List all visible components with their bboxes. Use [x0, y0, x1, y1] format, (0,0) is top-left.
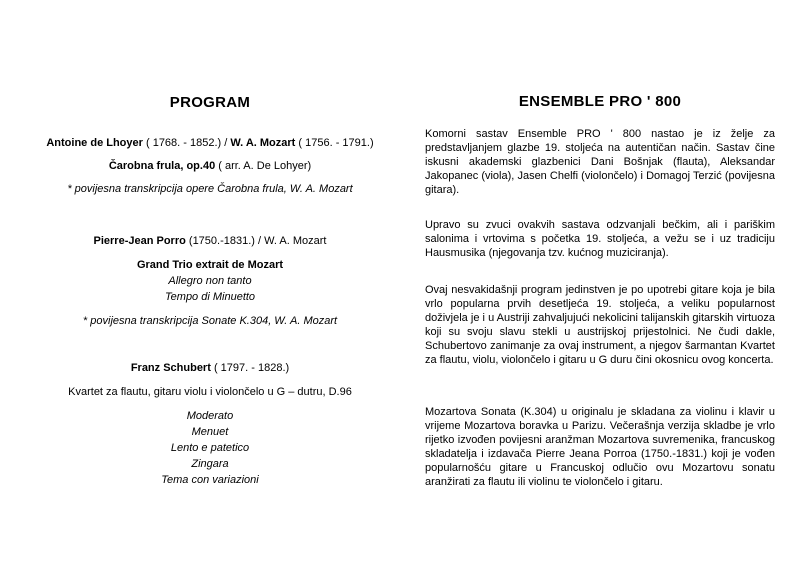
piece-3-composer-1: Franz Schubert [130, 362, 211, 374]
piece-2-movement: Tempo di Minuetto [164, 291, 256, 303]
piece-2-dates-1: (1750.-1831.) / W. A. Mozart [185, 235, 327, 247]
piece-3-work: Kvartet za flautu, gitaru violu i violončelo u G – dutru, D.96 [68, 386, 352, 398]
ensemble-paragraph-2: Upravo su zvuci ovakvih sastava odzvanjali bečkim, ali i pariškim salonima i vrtovima s početka 19. stoljeća, a vežu se i uz tradiciju Hausmusika (njegovanja tzv. kućnog muziciranja). [425, 219, 775, 259]
piece-1-work-line [30, 158, 390, 174]
piece-3-movement: Moderato [186, 410, 234, 422]
program-piece-3 [30, 360, 390, 488]
piece-2-composer-1: Pierre-Jean Porro [93, 235, 186, 247]
ensemble-paragraph-3: Ovaj nesvakidašnji program jedinstven je po upotrebi gitare koja je bila vrlo popularna prvih desetljeća 19. stoljeća, a veliku popularnost doživjela je i u Austriji zahvaljujući nekolicini talijanskih gitarskih virtuoza koji su svoju slavu stekli u austrijskoj prijestolnici. Ne čudi dakle, Schubertovo zanimanje za ovaj instrument, a njegov šarmantan Kvartet za flautu, violu, violončelo i gitaru u G duru čini okosnicu ovog koncerta. [425, 284, 775, 366]
piece-2-note: * povijesna transkripcija Sonate K.304, W. A. Mozart [82, 315, 338, 327]
piece-3-movement: Lento e patetico [170, 442, 250, 454]
piece-1-dates-1: ( 1768. - 1852.) / [142, 137, 231, 149]
piece-3-movement: Menuet [191, 426, 229, 438]
piece-1-work: Čarobna frula, op.40 [108, 160, 216, 172]
piece-3-dates-1: ( 1797. - 1828.) [210, 362, 290, 374]
piece-1-composers [30, 135, 390, 151]
piece-2-composers [30, 233, 390, 249]
ensemble-paragraph-1: Komorni sastav Ensemble PRO ' 800 nastao je iz želje za predstavljanjem glazbe 19. stoljeća na autentičan način. Sastav čine iskusni akademski glazbenici Dani Bošnjak (flauta), Aleksandar Jakopanec (viola), Jasen Chelfi (violončelo) i Domagoj Terzić (povijesna gitara). [425, 128, 775, 196]
piece-1-composer-1: Antoine de Lhoyer [46, 137, 143, 149]
piece-3-movement: Tema con variazioni [161, 474, 259, 486]
piece-3-movement: Zingara [191, 458, 229, 470]
program-title: PROGRAM [169, 94, 251, 111]
piece-1-dates-2: ( 1756. - 1791.) [295, 137, 374, 149]
piece-3-composer-line [30, 360, 390, 376]
piece-1-note: * povijesna transkripcija opere Čarobna frula, W. A. Mozart [67, 183, 353, 195]
piece-1-composer-2: W. A. Mozart [230, 137, 296, 149]
piece-2-work: Grand Trio extrait de Mozart [136, 259, 284, 271]
program-piece-2 [30, 233, 390, 329]
program-piece-1 [30, 135, 390, 197]
piece-1-arranger: ( arr. A. De Lohyer) [215, 160, 312, 172]
ensemble-paragraph-4: Mozartova Sonata (K.304) u originalu je skladana za violinu i klavir u vrijeme Mozartova boravka u Parizu. Večerašnja verzija skladbe je vrlo rijetko izvođen povijesni aranžman Mozartova suvremenika, francuskog skladatelja i izdavača Pierre Jeana Porroa (1750.-1831.) koji je vođen popularnošću gitare u Francuskoj odlučio ovu Mozartovu sonatu aranžirati za flautu ili violinu te violončelo i gitaru. [425, 406, 775, 488]
piece-2-movement: Allegro non tanto [168, 275, 252, 287]
ensemble-title: ENSEMBLE PRO ' 800 [518, 93, 682, 110]
